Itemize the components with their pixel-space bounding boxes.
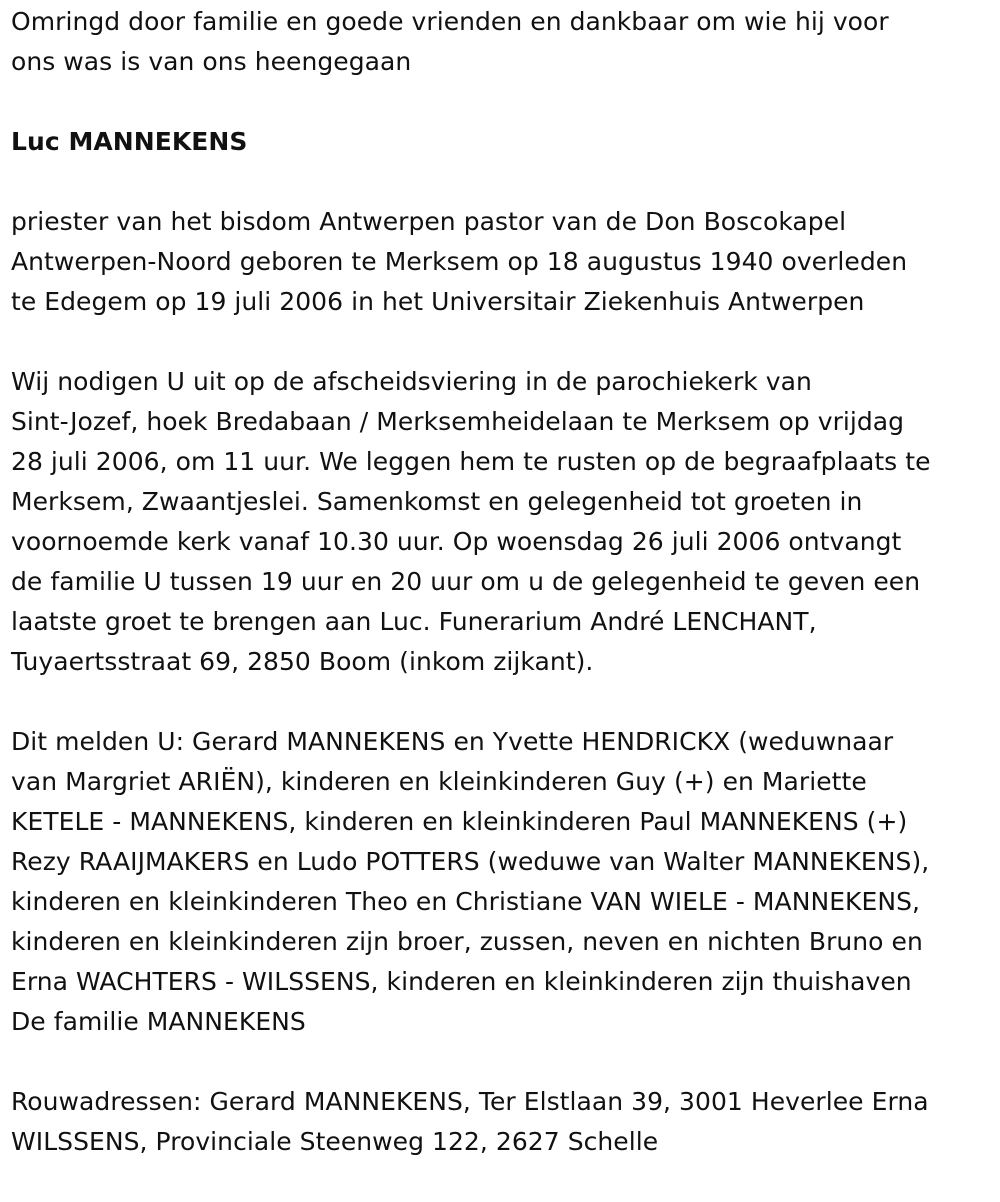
family-line: Erna WACHTERS - WILSSENS, kinderen en kleinkinderen zijn thuishaven: [11, 967, 912, 996]
family-line: kinderen en kleinkinderen zijn broer, zussen, neven en nichten Bruno en: [11, 927, 923, 956]
family-line: Rezy RAAIJMAKERS en Ludo POTTERS (weduwe van Walter MANNEKENS),: [11, 847, 930, 876]
ceremony-paragraph: [11, 362, 996, 682]
ceremony-line: Merksem, Zwaantjeslei. Samenkomst en gelegenheid tot groeten in: [11, 487, 863, 516]
ceremony-line: 28 juli 2006, om 11 uur. We leggen hem te rusten op de begraafplaats te: [11, 447, 931, 476]
intro-line: ons was is van ons heengegaan: [11, 47, 412, 76]
ceremony-line: laatste groet te brengen aan Luc. Funerarium André LENCHANT,: [11, 607, 817, 636]
address-line: Rouwadressen: Gerard MANNEKENS, Ter Elstlaan 39, 3001 Heverlee Erna: [11, 1087, 929, 1116]
family-line: kinderen en kleinkinderen Theo en Christiane VAN WIELE - MANNEKENS,: [11, 887, 921, 916]
family-line: van Margriet ARIËN), kinderen en kleinkinderen Guy (+) en Mariette: [11, 767, 867, 796]
bio-line: Antwerpen-Noord geboren te Merksem op 18 augustus 1940 overleden: [11, 247, 908, 276]
deceased-name: Luc MANNEKENS: [11, 127, 248, 156]
family-line: KETELE - MANNEKENS, kinderen en kleinkinderen Paul MANNEKENS (+): [11, 807, 908, 836]
bio-line: priester van het bisdom Antwerpen pastor van de Don Boscokapel: [11, 207, 847, 236]
intro-line: Omringd door familie en goede vrienden en dankbaar om wie hij voor: [11, 7, 889, 36]
ceremony-line: Sint-Jozef, hoek Bredabaan / Merksemheidelaan te Merksem op vrijdag: [11, 407, 905, 436]
ceremony-line: de familie U tussen 19 uur en 20 uur om u de gelegenheid te geven een: [11, 567, 921, 596]
ceremony-line: Wij nodigen U uit op de afscheidsviering in de parochiekerk van: [11, 367, 812, 396]
intro-paragraph: [11, 2, 996, 82]
ceremony-line: voornoemde kerk vanaf 10.30 uur. Op woensdag 26 juli 2006 ontvangt: [11, 527, 902, 556]
obituary-notice: [11, 2, 996, 1202]
bio-line: te Edegem op 19 juli 2006 in het Universitair Ziekenhuis Antwerpen: [11, 287, 865, 316]
family-paragraph: [11, 722, 996, 1042]
address-line: WILSSENS, Provinciale Steenweg 122, 2627 Schelle: [11, 1127, 659, 1156]
ceremony-line: Tuyaertsstraat 69, 2850 Boom (inkom zijkant).: [11, 647, 594, 676]
family-line: Dit melden U: Gerard MANNEKENS en Yvette HENDRICKX (weduwnaar: [11, 727, 894, 756]
family-line: De familie MANNEKENS: [11, 1007, 306, 1036]
addresses-paragraph: [11, 1082, 996, 1162]
bio-paragraph: [11, 202, 996, 322]
